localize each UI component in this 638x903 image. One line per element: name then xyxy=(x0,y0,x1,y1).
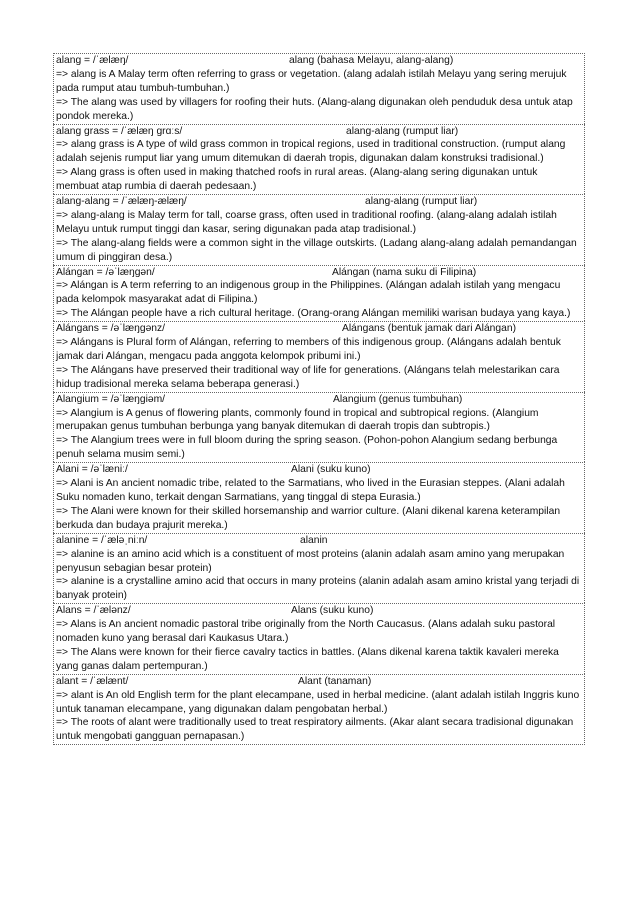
entry-alans xyxy=(53,603,585,674)
entry-alangan xyxy=(53,265,585,322)
entry-term: alang = /ˈælæŋ/ xyxy=(56,55,129,66)
entry-definition: => Alani is An ancient nomadic tribe, related to the Sarmatians, who lived in the Eurasian steppes. (Alani adalah Suku nomaden kuno, terkait dengan Sarmatians, yang tinggal di stepa Eurasia.) xyxy=(56,478,565,503)
entry-term: Alans = /ˈælənz/ xyxy=(56,605,131,617)
entry-header xyxy=(56,393,582,407)
entry-definition: => alang-alang is Malay term for tall, coarse grass, often used in traditional roofing. (alang-alang adalah istilah Melayu untuk rumput tinggi dan kasar, sering digunakan pada atap tradisional.) xyxy=(56,209,557,235)
entry-alangium xyxy=(53,392,585,463)
entry-header xyxy=(56,266,582,280)
entry-alang-alang xyxy=(53,194,585,265)
entry-header xyxy=(56,604,582,618)
entry-example: => The alang was used by villagers for roofing their huts. (Alang-alang digunakan oleh penduduk desa untuk atap pondok mereka.) xyxy=(56,96,573,122)
entry-example: => The Alángans have preserved their traditional way of life for generations. (Alángans telah melestarikan cara hidup tradisional mereka selama beberapa generasi.) xyxy=(56,364,560,390)
entry-header xyxy=(56,322,582,336)
entry-term: alant = /ˈælænt/ xyxy=(56,675,129,687)
entry-gloss: alang (bahasa Melayu, alang-alang) xyxy=(289,55,454,66)
entry-gloss: alanin xyxy=(300,534,328,546)
entry-gloss: Alant (tanaman) xyxy=(298,675,372,687)
entry-definition: => Alangium is A genus of flowering plants, commonly found in tropical and subtropical regions. (Alangium merupakan genus tumbuhan berbunga yang banyak ditemukan di daerah tropis dan subtropis.) xyxy=(56,407,539,433)
entry-example: => Alang grass is often used in making thatched roofs in rural areas. (Alang-alang sering digunakan untuk membuat atap rumbia di daerah pedesaan.) xyxy=(56,167,538,193)
entry-header xyxy=(56,463,582,477)
entry-alangans xyxy=(53,321,585,392)
entry-definition: => alang is A Malay term often referring to grass or vegetation. (alang adalah istilah Melayu yang sering merujuk pada rumput atau tumbuh-tumbuhan.) xyxy=(56,68,567,94)
dictionary-page xyxy=(53,53,585,745)
entry-definition: => alant is An old English term for the plant elecampane, used in herbal medicine. (alant adalah istilah Inggris kuno untuk tanaman elecampane, yang digunakan dalam pengobatan herbal.) xyxy=(56,689,580,715)
entry-example: => The Alangium trees were in full bloom during the spring season. (Pohon-pohon Alangium sedang berbunga penuh selama musim semi.) xyxy=(56,435,558,461)
entry-term: alanine = /ˈæləˌniːn/ xyxy=(56,534,148,546)
entry-header xyxy=(56,125,582,139)
entry-header xyxy=(56,54,582,68)
entry-definition: => Alángan is A term referring to an indigenous group in the Philippines. (Alángan adalah istilah yang mengacu pada kelompok masyarakat adat di Filipina.) xyxy=(56,280,561,306)
entry-term: Alángans = /əˈlæŋɡənz/ xyxy=(56,323,166,335)
entry-alanine xyxy=(53,533,585,604)
entry-term: Alángan = /əˈlæŋɡən/ xyxy=(56,266,155,278)
entry-alang xyxy=(53,53,585,124)
entry-example: => The Alani were known for their skilled horsemanship and warrior culture. (Alani dikenal karena keterampilan berkuda dan budaya prajurit mereka.) xyxy=(56,505,561,531)
entry-gloss: Alángans (bentuk jamak dari Alángan) xyxy=(342,323,517,335)
entry-example: => alanine is a crystalline amino acid that occurs in many proteins (alanin adalah asam amino kristal yang terjadi di banyak protein) xyxy=(56,576,580,602)
entry-term: Alangium = /əˈlæŋɡiəm/ xyxy=(56,393,166,405)
entry-example: => The Alángan people have a rich cultural heritage. (Orang-orang Alángan memiliki warisan budaya yang kaya.) xyxy=(56,308,571,320)
entry-term: alang-alang = /ˈælæŋ-ælæŋ/ xyxy=(56,196,187,208)
entry-gloss: alang-alang (rumput liar) xyxy=(365,196,478,208)
entry-definition: => Alans is An ancient nomadic pastoral tribe originally from the North Caucasus. (Alans adalah suku pastoral nomaden kuno yang berasal dari Kaukasus Utara.) xyxy=(56,619,556,645)
entry-gloss: Alans (suku kuno) xyxy=(291,605,374,617)
entry-gloss: Alani (suku kuno) xyxy=(291,464,371,476)
entry-gloss: Alangium (genus tumbuhan) xyxy=(333,393,463,405)
entry-header xyxy=(56,195,582,209)
entry-gloss: Alángan (nama suku di Filipina) xyxy=(332,266,477,278)
entry-header xyxy=(56,534,582,548)
entry-term: Alani = /əˈlæniː/ xyxy=(56,464,128,476)
entry-alant xyxy=(53,674,585,746)
entry-gloss: alang-alang (rumput liar) xyxy=(346,125,459,137)
entry-alani xyxy=(53,462,585,533)
entry-definition: => alang grass is A type of wild grass common in tropical regions, used in traditional construction. (rumput alang adalah sejenis rumput liar yang umum ditemukan di daerah tropis, digunakan dalam konstruksi tradisional.) xyxy=(56,139,566,165)
entry-definition: => Alángans is Plural form of Alángan, referring to members of this indigenous group. (Alángans adalah bentuk jamak dari Alángan, mengacu pada anggota kelompok pribumi ini.) xyxy=(56,337,561,362)
entry-example: => The alang-alang fields were a common sight in the village outskirts. (Ladang alang-alang adalah pemandangan umum di pinggiran desa.) xyxy=(56,237,577,263)
entry-header xyxy=(56,675,582,689)
entry-example: => The Alans were known for their fierce cavalry tactics in battles. (Alans dikenal karena taktik kavaleri mereka yang ganas dalam pertempuran.) xyxy=(56,646,559,672)
entry-term: alang grass = /ˈælæŋ ɡrɑːs/ xyxy=(56,125,183,137)
entry-alang-grass xyxy=(53,124,585,195)
entry-example: => The roots of alant were traditionally used to treat respiratory ailments. (Akar alant secara tradisional digunakan untuk mengobati gangguan pernapasan.) xyxy=(56,717,574,743)
entry-definition: => alanine is an amino acid which is a constituent of most proteins (alanin adalah asam amino yang merupakan penyusun sebagian besar protein) xyxy=(56,548,565,574)
